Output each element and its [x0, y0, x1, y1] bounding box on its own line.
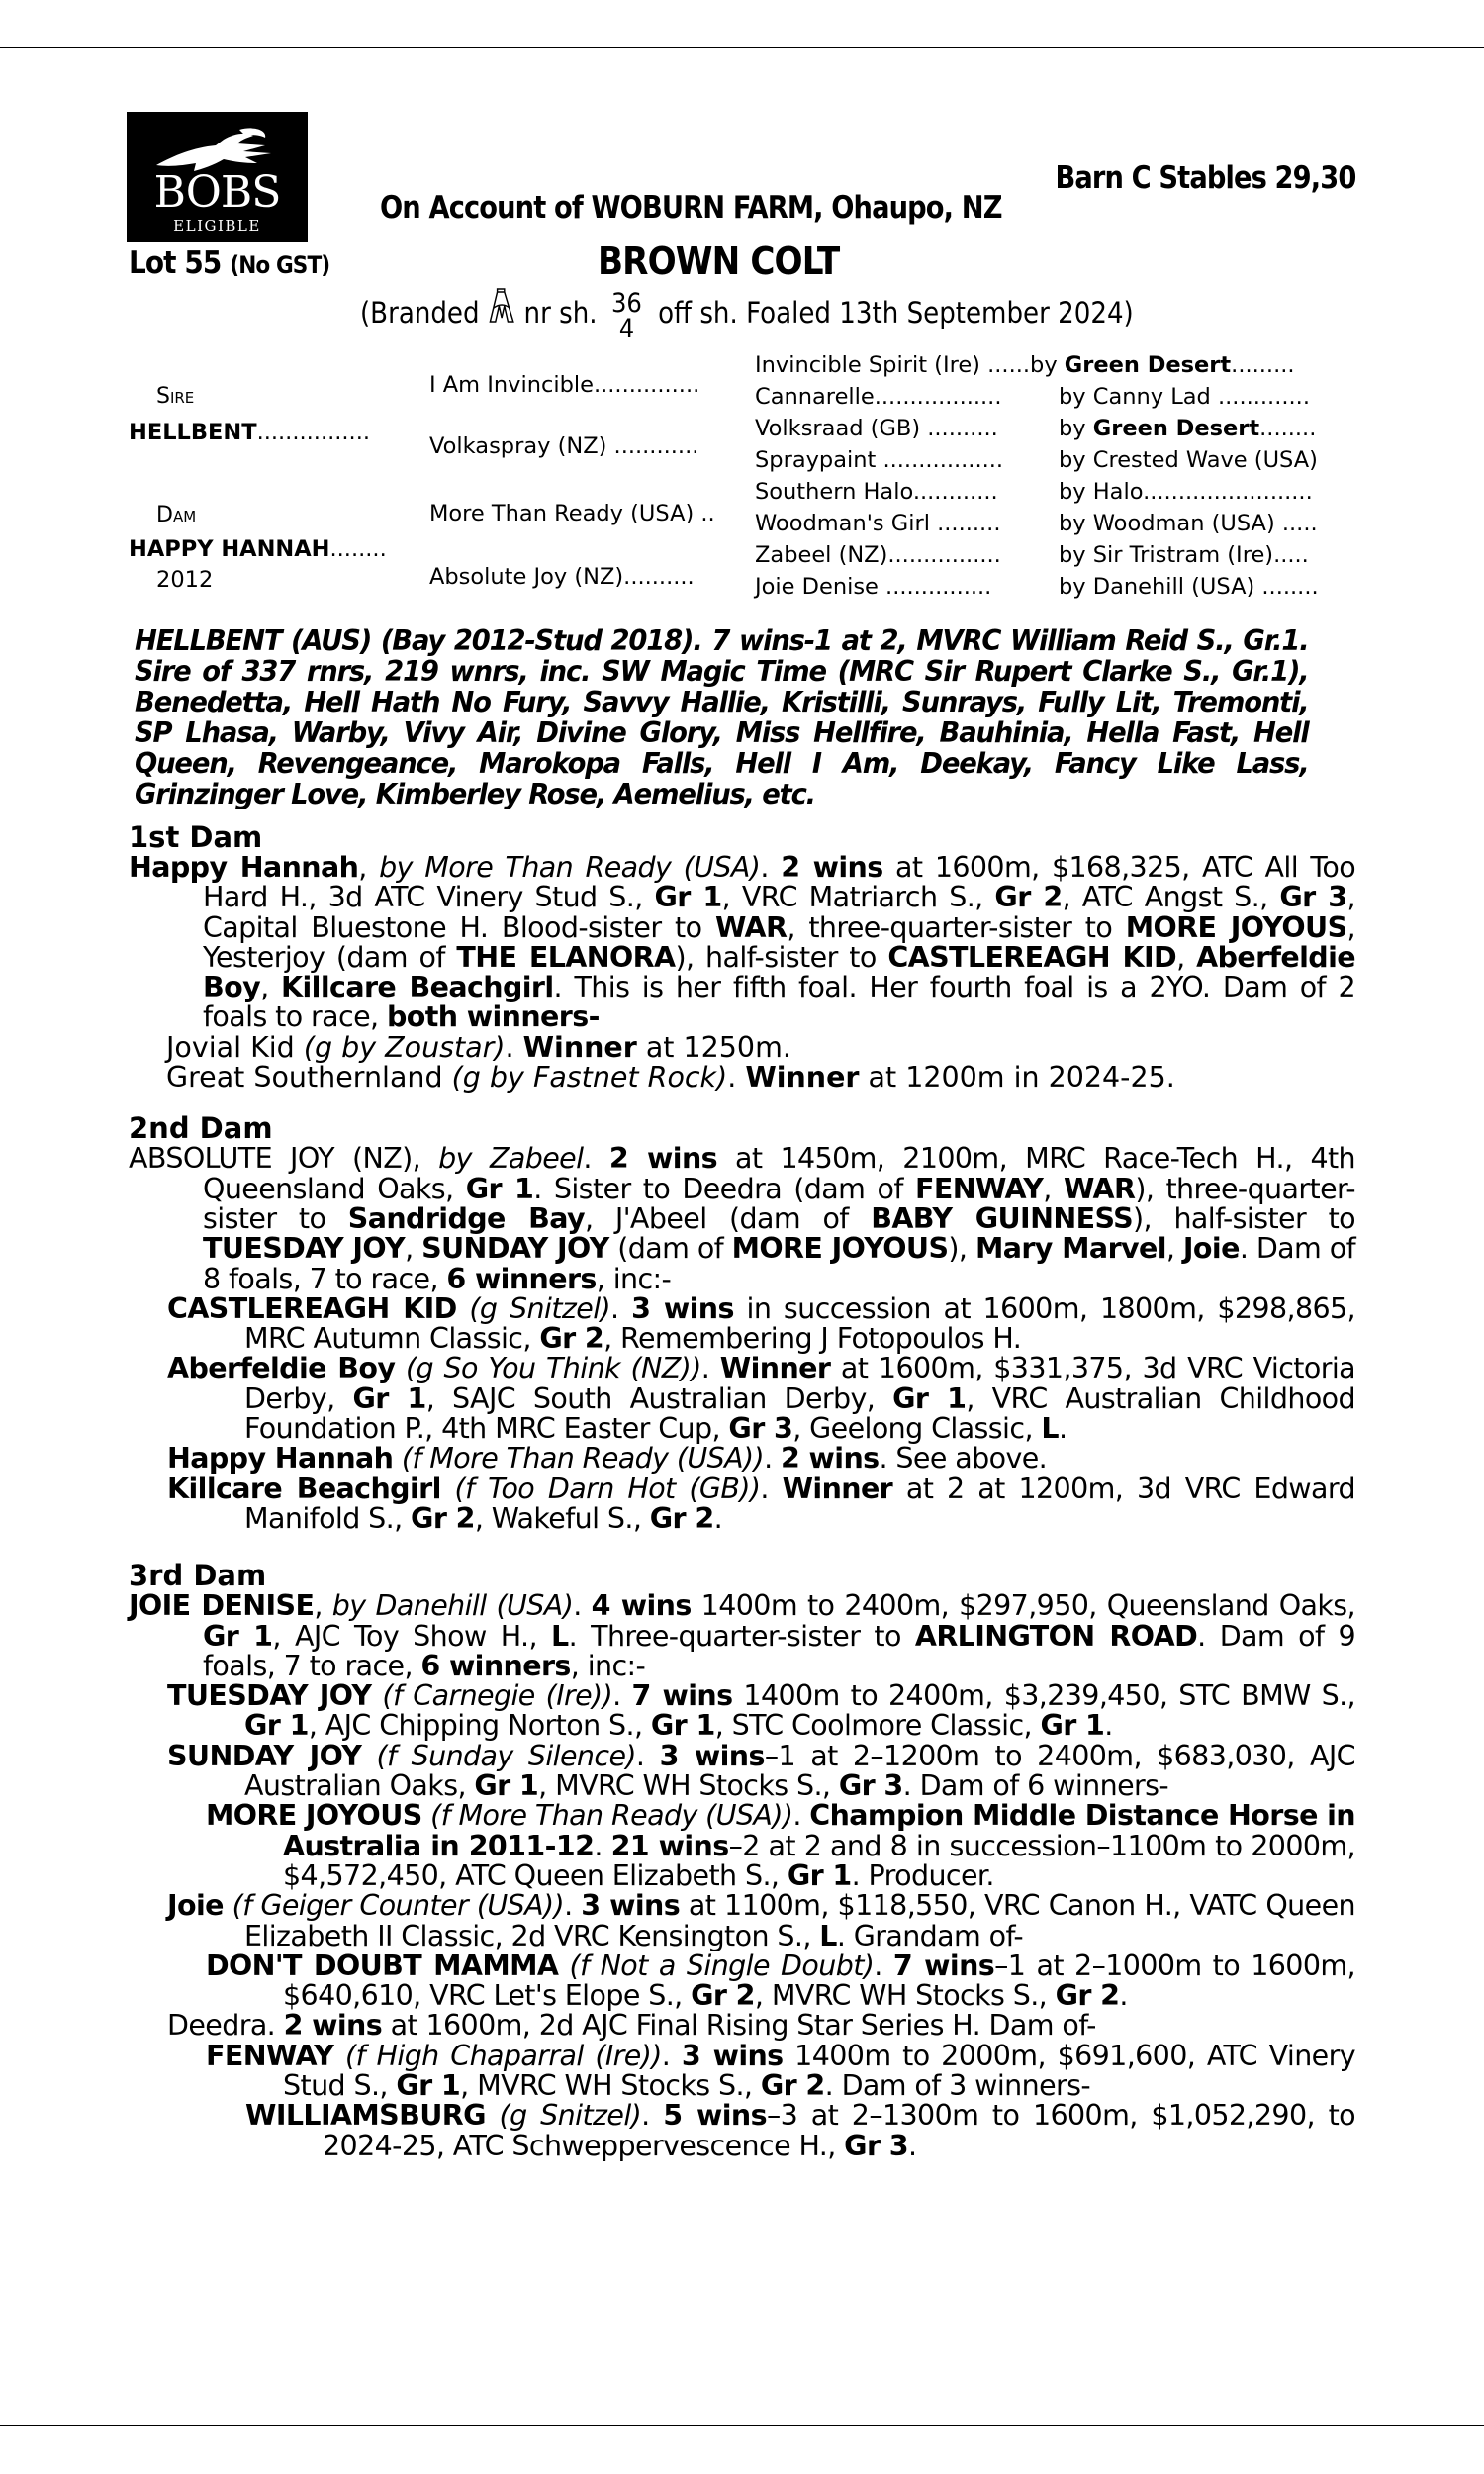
progeny-entry: DON'T DOUBT MAMMA (f Not a Single Doubt). 7 wins–1 at 2–1000m to 1600m, $640,610, VRC Let's Elope S., Gr 2, MVRC WH Stocks S., Gr 2.: [206, 1949, 1355, 2013]
pedigree-gen3-row: Spraypaint ................. by Crested Wave (USA): [755, 447, 1318, 473]
foal-entry: Great Southernland (g by Fastnet Rock). Winner at 1200m in 2024-25.: [166, 1061, 1175, 1094]
dam-name: HAPPY HANNAH........: [129, 536, 387, 562]
frac-top: 36: [610, 288, 642, 319]
first-dam-paragraph: Happy Hannah, by More Than Ready (USA). 2 wins at 1600m, $168,325, ATC All Too Hard H., 3d ATC Vinery Stud S., Gr 1, VRC Matriarch S., Gr 2, ATC Angst S., Gr 3, Capital Bluestone H. Blood-sister to WAR, three-quarter-sister to MORE JOYOUS, Yesterjoy (dam of THE ELANORA), half-sister to CASTLEREAGH KID, Aberfeldie Boy, Killcare Beachgirl. This is her fifth foal. Her fourth foal is a 2YO. Dam of 2 foals to race, both winners-: [129, 851, 1356, 1034]
lot-label: Lot 55: [129, 245, 222, 281]
barn-location: Barn C Stables 29,30: [1055, 160, 1355, 196]
pedigree-gen2-sire-sire: I Am Invincible...............: [429, 372, 700, 398]
pedigree-gen3-row: Zabeel (NZ)................ by Sir Tristram (Ire).....: [755, 542, 1309, 568]
pedigree-gen2-sire-dam: Volkaspray (NZ) ............: [429, 433, 699, 459]
pedigree-table: [129, 352, 1355, 618]
pedigree-gen2-dam-dam: Absolute Joy (NZ)..........: [429, 564, 695, 590]
pedigree-gen3-row: Cannarelle.................. by Canny Lad .............: [755, 384, 1310, 410]
progeny-entry: MORE JOYOUS (f More Than Ready (USA)). Champion Middle Distance Horse in Australia in 2011-12. 21 wins–2 at 2 and 8 in succession–1100m to 2000m, $4,572,450, ATC Queen Elizabeth S., Gr 1. Producer.: [206, 1799, 1356, 1892]
progeny-entry: SUNDAY JOY (f Sunday Silence). 3 wins–1 at 2–1200m to 2400m, $683,030, AJC Australian Oaks, Gr 1, MVRC WH Stocks S., Gr 3. Dam of 6 winners-: [167, 1739, 1355, 1803]
vendor-account: On Account of WOBURN FARM, Ohaupo, NZ: [380, 190, 1002, 226]
bobs-eligible-logo: [127, 112, 308, 242]
sire-name: HELLBENT................: [129, 420, 371, 445]
sire-label: Sire: [156, 384, 195, 409]
progeny-entry: Deedra. 2 wins at 1600m, 2d AJC Final Rising Star Series H. Dam of-: [167, 2009, 1096, 2043]
progeny-entry: Joie (f Geiger Counter (USA)). 3 wins at 1100m, $118,550, VRC Canon H., VATC Queen Elizabeth II Classic, 2d VRC Kensington S., L. Grandam of-: [167, 1889, 1355, 1952]
frac-bottom: 4: [618, 314, 635, 344]
dam-label: Dam: [156, 503, 197, 527]
pedigree-gen3-row: Volksraad (GB) .......... by Green Desert........: [755, 416, 1317, 441]
sire-notes: HELLBENT (AUS) (Bay 2012-Stud 2018). 7 wins-1 at 2, MVRC William Reid S., Gr.1. Sire of 337 rnrs, 219 wnrs, inc. SW Magic Time (MRC Sir Rupert Clarke S., Gr.1), Benedetta, Hell Hath No Fury, Savvy Hallie, Kristilli, Sunrays, Fully Lit, Tremonti, SP Lhasa, Warby, Vivy Air, Divine Glory, Miss Hellfire, Bauhinia, Hella Fast, Hell Queen, Revengeance, Marokopa Falls, Hell I Am, Deekay, Fancy Like Lass, Grinzinger Love, Kimberley Rose, Aemelius, etc.: [135, 624, 1309, 810]
foal-entry: Jovial Kid (g by Zoustar). Winner at 1250m.: [166, 1030, 791, 1064]
progeny-entry: Killcare Beachgirl (f Too Darn Hot (GB)). Winner at 2 at 1200m, 3d VRC Edward Manifold S., Gr 2, Wakeful S., Gr 2.: [167, 1472, 1355, 1535]
second-dam-paragraph: ABSOLUTE JOY (NZ), by Zabeel. 2 wins at 1450m, 2100m, MRC Race-Tech H., 4th Queensland Oaks, Gr 1. Sister to Deedra (dam of FENWAY, WAR), three-quarter-sister to Sandridge Bay, J'Abeel (dam of BABY GUINNESS), half-sister to TUESDAY JOY, SUNDAY JOY (dam of MORE JOYOUS), Mary Marvel, Joie. Dam of 8 foals, 7 to race, 6 winners, inc:-: [129, 1142, 1356, 1295]
brand-mark-icon: [487, 288, 517, 326]
brand-info: [360, 287, 1134, 344]
pedigree-gen2-dam-sire: More Than Ready (USA) ..: [429, 501, 715, 526]
third-dam-heading: 3rd Dam: [129, 1559, 267, 1593]
pedigree-gen3-row: Woodman's Girl ......... by Woodman (USA) .....: [755, 511, 1318, 536]
dam-year: 2012: [156, 567, 214, 593]
gst-note: (No GST): [230, 251, 330, 279]
logo-eligible-text: ELIGIBLE: [173, 217, 261, 235]
logo-bobs-text: BOBS: [153, 167, 281, 218]
third-dam-paragraph: JOIE DENISE, by Danehill (USA). 4 wins 1400m to 2400m, $297,950, Queensland Oaks, Gr 1, AJC Toy Show H., L. Three-quarter-sister to ARLINGTON ROAD. Dam of 9 foals, 7 to race, 6 winners, inc:-: [129, 1589, 1356, 1682]
lot-number: [129, 245, 329, 281]
horse-description-title: BROWN COLT: [598, 239, 840, 283]
branded-suffix: off sh. Foaled 13th September 2024): [658, 296, 1134, 330]
progeny-entry: Happy Hannah (f More Than Ready (USA)). 2 wins. See above.: [167, 1442, 1048, 1475]
progeny-entry: CASTLEREAGH KID (g Snitzel). 3 wins in succession at 1600m, 1800m, $298,865, MRC Autumn Classic, Gr 2, Remembering J Fotopoulos H.: [167, 1291, 1356, 1356]
pedigree-gen3-row: Joie Denise ............... by Danehill (USA) ........: [755, 574, 1319, 600]
second-dam-heading: 2nd Dam: [129, 1111, 273, 1146]
top-rule: [0, 47, 1484, 48]
dam-lines: [129, 821, 1355, 2161]
bottom-rule: [0, 2425, 1484, 2426]
pedigree-gen3-row: Invincible Spirit (Ire) ......by Green Desert.........: [755, 352, 1295, 378]
first-dam-heading: 1st Dam: [129, 820, 263, 854]
progeny-entry: FENWAY (f High Chaparral (Ire)). 3 wins 1400m to 2000m, $691,600, ATC Vinery Stud S., Gr 1, MVRC WH Stocks S., Gr 2. Dam of 3 winners-: [206, 2039, 1355, 2102]
pedigree-gen3-row: Southern Halo............ by Halo........................: [755, 479, 1313, 505]
progeny-entry: Aberfeldie Boy (g So You Think (NZ)). Winner at 1600m, $331,375, 3d VRC Victoria Derby, Gr 1, SAJC South Australian Derby, Gr 1, VRC Australian Childhood Foundation P., 4th MRC Easter Cup, Gr 3, Geelong Classic, L.: [167, 1352, 1356, 1446]
progeny-entry: WILLIAMSBURG (g Snitzel). 5 wins–3 at 2–1300m to 1600m, $1,052,290, to 2024-25, ATC Schweppervescence H., Gr 3.: [245, 2099, 1355, 2162]
branded-side: nr sh.: [523, 296, 598, 330]
branded-prefix: (Branded: [360, 296, 480, 330]
brand-number-fraction: [610, 288, 642, 344]
progeny-entry: TUESDAY JOY (f Carnegie (Ire)). 7 wins 1400m to 2400m, $3,239,450, STC BMW S., Gr 1, AJC Chipping Norton S., Gr 1, STC Coolmore Classic, Gr 1.: [167, 1679, 1356, 1743]
